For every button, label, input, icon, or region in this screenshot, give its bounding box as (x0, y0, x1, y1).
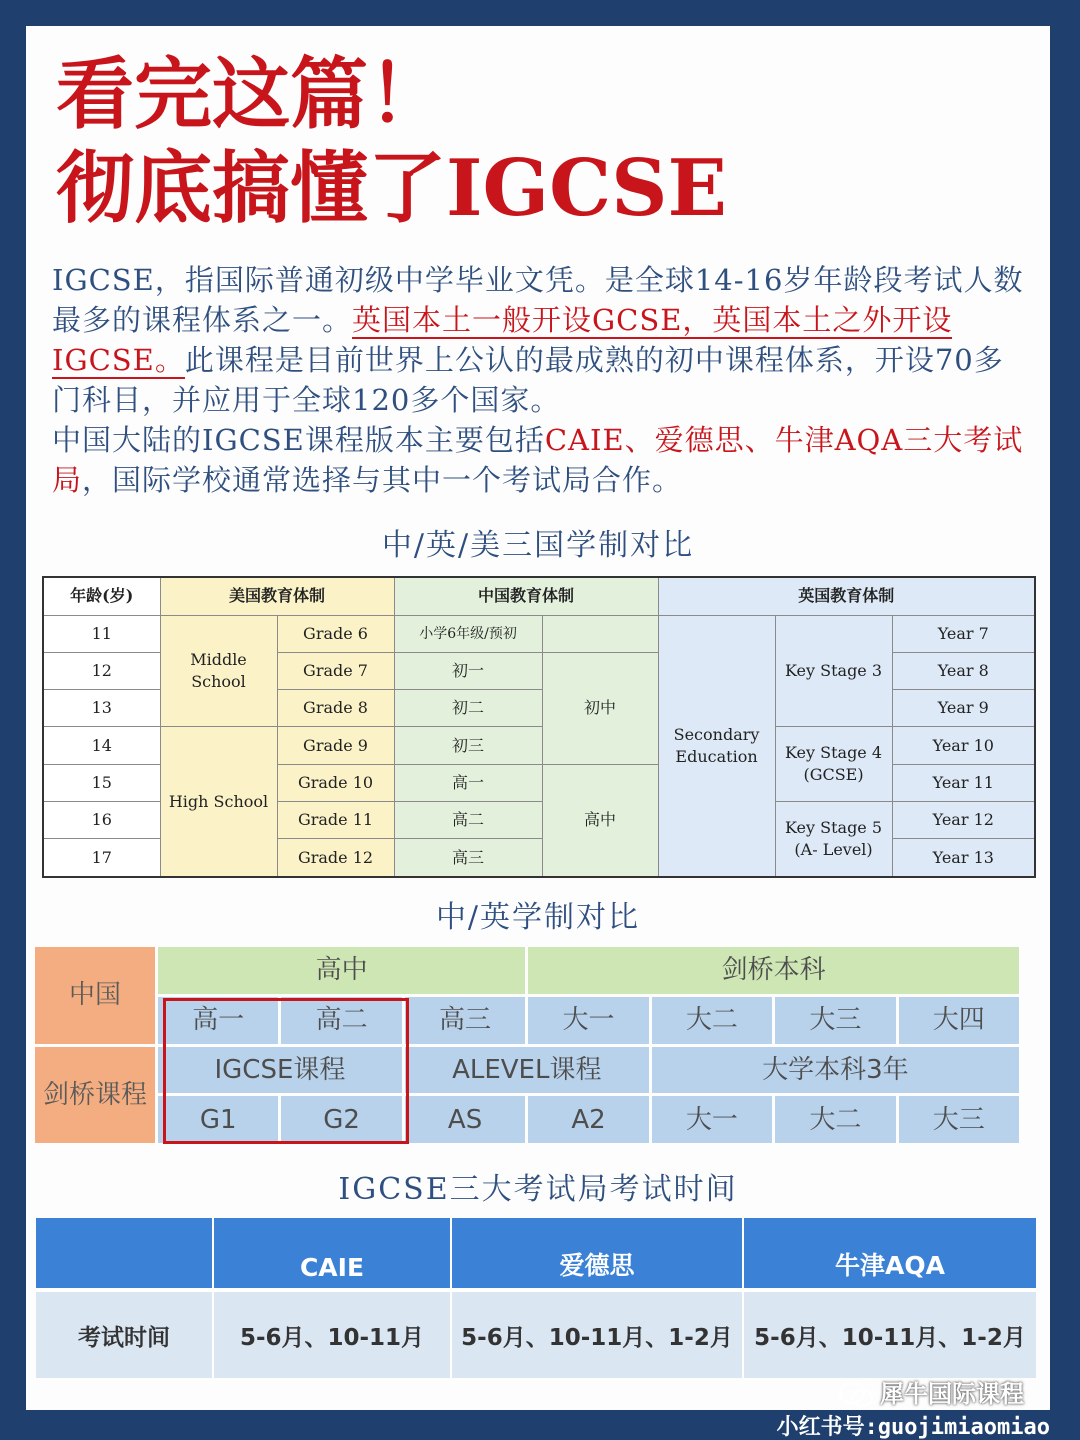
cn-grade-cell: 高二 (394, 802, 542, 839)
exam-header-aqa: 牛津AQA (744, 1218, 1036, 1288)
watermark (838, 1374, 1024, 1409)
cambridge-year-cell: 大二 (775, 1096, 895, 1143)
age-cell: 15 (43, 764, 160, 801)
section-title-exam-boards: IGCSE三大考试局考试时间 (338, 1172, 738, 1207)
exam-time-caie: 5-6月、10-11月 (214, 1288, 452, 1378)
exam-time-edexcel: 5-6月、10-11月、1-2月 (452, 1288, 744, 1378)
intro-p1-highlight: 英国本土一般开设GCSE，英国本土之外开设IGCSE。 (52, 303, 953, 377)
us-grade-cell: Grade 7 (277, 652, 394, 689)
us-grade-cell: Grade 12 (277, 839, 394, 877)
content-card (26, 26, 1050, 1410)
uk-stage-3: Key Stage 3 (775, 615, 892, 727)
label-cambridge-ug: 剑桥本科 (528, 947, 1019, 994)
china-year-cell: 高三 (405, 997, 525, 1044)
china-year-cell: 大四 (899, 997, 1019, 1044)
uk-year-cell: Year 13 (892, 839, 1035, 877)
china-year-cell: 大一 (528, 997, 648, 1044)
cambridge-year-cell: AS (405, 1096, 525, 1143)
age-cell: 16 (43, 802, 160, 839)
cn-group-junior: 初中 (542, 652, 658, 764)
china-year-cell: 大二 (652, 997, 772, 1044)
cn-grade-cell: 高三 (394, 839, 542, 877)
wechat-icon (838, 1381, 874, 1409)
label-igcse: IGCSE课程 (158, 1047, 402, 1094)
age-cell: 11 (43, 615, 160, 652)
igcse-highlight-box (163, 998, 409, 1144)
uk-year-cell: Year 7 (892, 615, 1035, 652)
intro-p2-highlight: CAIE、爱德思、牛津AQA三大考试局 (52, 423, 1024, 497)
exam-time-aqa: 5-6月、10-11月、1-2月 (744, 1288, 1036, 1378)
label-alevel: ALEVEL课程 (405, 1047, 649, 1094)
cambridge-year-cell: A2 (528, 1096, 648, 1143)
exam-row-label: 考试时间 (36, 1288, 214, 1378)
section-title-cn-uk: 中/英学制对比 (435, 900, 641, 935)
cn-grade-cell: 小学6年级/预初 (394, 615, 542, 652)
intro-text (52, 260, 1032, 500)
header-cn: 中国教育体制 (394, 577, 658, 615)
cn-group-senior: 高中 (542, 764, 658, 877)
cn-grade-cell: 初二 (394, 690, 542, 727)
us-group-middle: Middle School (160, 615, 277, 727)
exam-time-table (36, 1218, 1036, 1378)
label-gaozhong: 高中 (158, 947, 525, 994)
intro-p1-b: 此课程是目前世界上公认的最成熟的初中课程体系，开设70多门科目，并应用于全球120多个国家。 (52, 343, 1004, 417)
cambridge-year-cell: 大三 (899, 1096, 1019, 1143)
uk-year-cell: Year 9 (892, 690, 1035, 727)
china-year-cell: 高二 (281, 997, 401, 1044)
cn-group-empty (542, 615, 658, 652)
age-cell: 17 (43, 839, 160, 877)
cambridge-year-cell: 大一 (652, 1096, 772, 1143)
uk-year-cell: Year 8 (892, 652, 1035, 689)
us-grade-cell: Grade 8 (277, 690, 394, 727)
section-title-three-country: 中/英/美三国学制对比 (381, 528, 695, 563)
watermark-text: 犀牛国际课程 (880, 1380, 1024, 1408)
intro-p2-a: 中国大陆的IGCSE课程版本主要包括 (52, 423, 545, 457)
exam-header-edexcel: 爱德思 (452, 1218, 744, 1288)
title-line-2: 彻底搞懂了IGCSE (56, 143, 727, 234)
intro-p2-b: ，国际学校通常选择与其中一个考试局合作。 (82, 463, 683, 497)
uk-stage-4: Key Stage 4 (GCSE) (775, 727, 892, 802)
cambridge-year-cell: G2 (281, 1096, 401, 1143)
cn-grade-cell: 初三 (394, 727, 542, 764)
row-label-cambridge: 剑桥课程 (35, 1047, 155, 1144)
us-grade-cell: Grade 10 (277, 764, 394, 801)
title-line-1: 看完这篇！ (56, 49, 447, 140)
intro-p1-a: IGCSE，指国际普通初级中学毕业文凭。是全球14-16岁年龄段考试人数最多的课程体系之一。 (52, 263, 1024, 337)
header-us: 美国教育体制 (160, 577, 394, 615)
china-year-cell: 高一 (158, 997, 278, 1044)
cn-grade-cell: 高一 (394, 764, 542, 801)
uk-secondary: Secondary Education (658, 615, 775, 877)
us-grade-cell: Grade 11 (277, 802, 394, 839)
age-cell: 14 (43, 727, 160, 764)
uk-stage-5: Key Stage 5 (A- Level) (775, 802, 892, 877)
age-cell: 12 (43, 652, 160, 689)
header-age: 年龄(岁) (43, 577, 160, 615)
age-cell: 13 (43, 690, 160, 727)
china-year-cell: 大三 (775, 997, 895, 1044)
label-ug3: 大学本科3年 (652, 1047, 1019, 1094)
uk-year-cell: Year 10 (892, 727, 1035, 764)
cambridge-year-cell: G1 (158, 1096, 278, 1143)
cn-uk-comparison (32, 944, 1022, 1146)
xiaohongshu-handle: 小红书号:guojimiaomiao (776, 1415, 1050, 1440)
exam-header-caie: CAIE (214, 1218, 452, 1288)
us-grade-cell: Grade 6 (277, 615, 394, 652)
uk-year-cell: Year 12 (892, 802, 1035, 839)
us-group-high: High School (160, 727, 277, 877)
exam-header-empty (36, 1218, 214, 1288)
header-uk: 英国教育体制 (658, 577, 1035, 615)
us-grade-cell: Grade 9 (277, 727, 394, 764)
cn-grade-cell: 初一 (394, 652, 542, 689)
uk-year-cell: Year 11 (892, 764, 1035, 801)
row-label-china: 中国 (35, 947, 155, 1044)
education-system-table (42, 576, 1036, 878)
